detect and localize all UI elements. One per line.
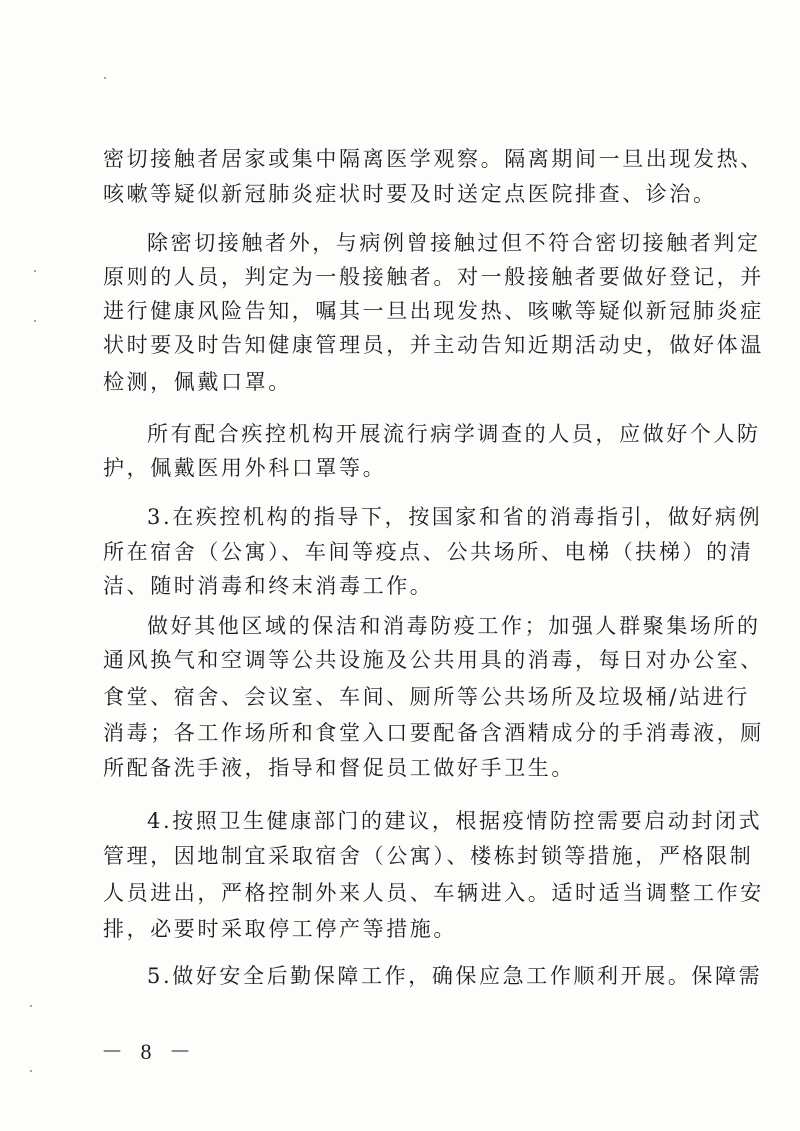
text-line: 消毒；各工作场所和食堂入口要配备含酒精成分的手消毒液，厕 xyxy=(103,721,764,745)
text-line: 状时要及时告知健康管理员，并主动告知近期活动史，做好体温 xyxy=(103,333,764,357)
page-number: － 8 － xyxy=(101,1039,198,1064)
text-line: 食堂、宿舍、会议室、车间、厕所等公共场所及垃圾桶/站进行 xyxy=(103,685,750,709)
scan-speck xyxy=(34,270,36,272)
text-line: 进行健康风险告知，嘱其一旦出现发热、咳嗽等疑似新冠肺炎症 xyxy=(103,299,764,323)
text-line: 所配备洗手液，指导和督促员工做好手卫生。 xyxy=(103,756,575,780)
text-line: 管理，因地制宜采取宿舍（公寓）、楼栋封锁等措施，严格限制 xyxy=(103,844,754,868)
paragraph-start-line: 除密切接触者外，与病例曾接触过但不符合密切接触者判定 xyxy=(147,231,761,255)
text-line: 密切接触者居家或集中隔离医学观察。隔离期间一旦出现发热、 xyxy=(103,147,764,171)
text-line: 所在宿舍（公寓）、车间等疫点、公共场所、电梯（扶梯）的清 xyxy=(103,540,754,564)
text-line: 通风换气和空调等公共设施及公共用具的消毒，每日对办公室、 xyxy=(103,648,764,672)
paragraph-start-line: 所有配合疾控机构开展流行病学调查的人员，应做好个人防 xyxy=(147,422,761,446)
text-line: 洁、随时消毒和终末消毒工作。 xyxy=(103,574,434,598)
paragraph-start-line: 3.在疾控机构的指导下，按国家和省的消毒指引，做好病例 xyxy=(147,505,763,529)
paragraph-start-line: 4.按照卫生健康部门的建议，根据疫情防控需要启动封闭式 xyxy=(147,809,763,833)
scan-speck xyxy=(34,320,36,322)
text-line: 原则的人员，判定为一般接触者。对一般接触者要做好登记，并 xyxy=(103,265,764,289)
text-line: 检测，佩戴口罩。 xyxy=(103,370,292,394)
scan-speck xyxy=(30,1070,32,1072)
paragraph-start-line: 5.做好安全后勤保障工作，确保应急工作顺利开展。保障需 xyxy=(147,964,763,988)
scan-speck xyxy=(104,77,106,79)
text-line: 排，必要时采取停工停产等措施。 xyxy=(103,917,457,941)
text-line: 咳嗽等疑似新冠肺炎症状时要及时送定点医院排查、诊治。 xyxy=(103,182,717,206)
text-line: 护，佩戴医用外科口罩等。 xyxy=(103,456,387,480)
scan-speck xyxy=(30,1005,32,1007)
paragraph-start-line: 做好其他区域的保洁和消毒防疫工作；加强人群聚集场所的 xyxy=(147,614,761,638)
text-line: 人员进出，严格控制外来人员、车辆进入。适时适当调整工作安 xyxy=(103,881,764,905)
